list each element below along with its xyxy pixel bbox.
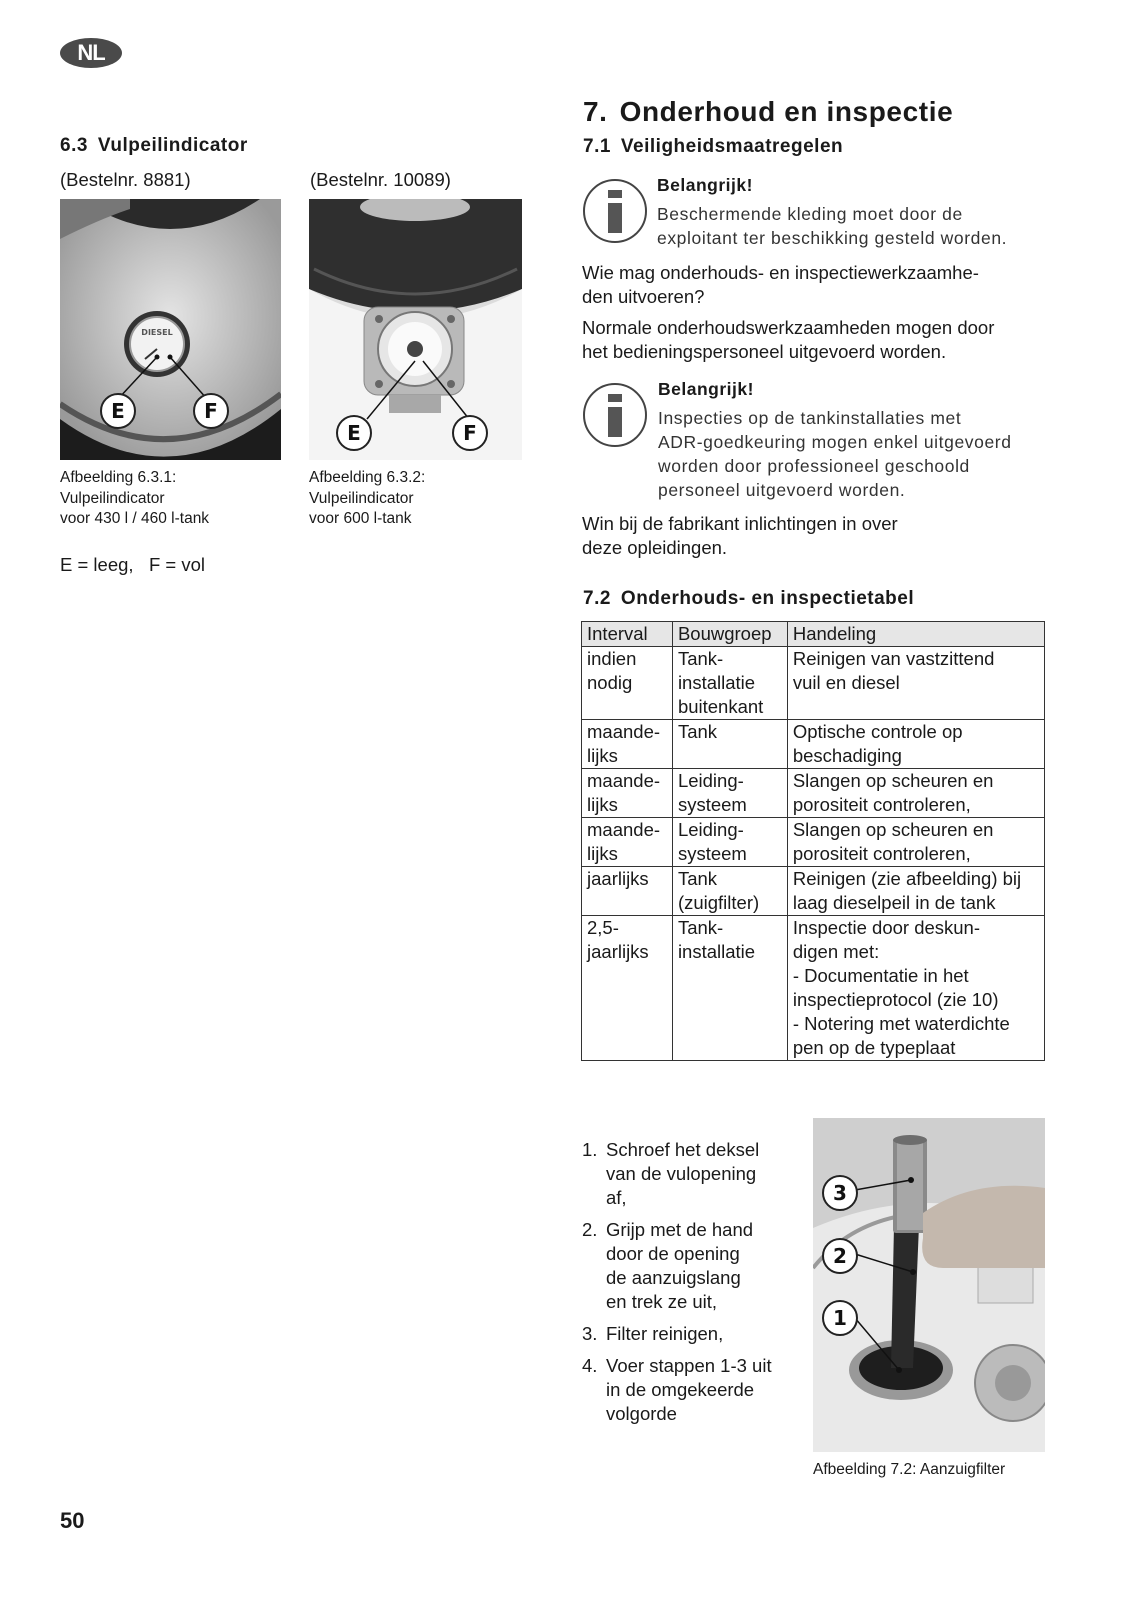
info-line: personeel uitgevoerd worden. <box>658 480 906 500</box>
cell-interval: 2,5- jaarlijks <box>582 916 673 1061</box>
section-number: 6.3 <box>60 135 88 156</box>
info-icon <box>582 382 648 448</box>
caption-line: Afbeelding 6.3.2: <box>309 469 426 486</box>
paragraph-who-may-maintain <box>582 261 979 309</box>
text-line: Win bij de fabrikant inlichtingen in over <box>582 513 898 534</box>
table-row <box>582 916 1045 1061</box>
cell-interval: maande- lijks <box>582 818 673 867</box>
cell-action: Reinigen van vastzittend vuil en diesel <box>787 647 1044 720</box>
paragraph-training-info <box>582 512 898 560</box>
page-number: 50 <box>60 1508 85 1533</box>
info-line: ADR-goedkeuring mogen enkel uitgevoerd <box>658 432 1012 452</box>
section-heading-7-1 <box>583 136 843 158</box>
cell-action: Optische controle op beschadiging <box>787 720 1044 769</box>
cell-action: Inspectie door deskun- digen met: - Documentatie in het inspectieprotocol (zie 10) - Notering met waterdichte pen op de typeplaat <box>787 916 1044 1061</box>
photo-7-2-illustration <box>813 1118 1045 1452</box>
info-line: Beschermende kleding moet door de <box>657 204 963 224</box>
label-empty: E <box>100 393 136 429</box>
cell-interval: jaarlijks <box>582 867 673 916</box>
photo-fill-level-indicator-600 <box>309 199 522 460</box>
maintenance-table <box>581 621 1045 1061</box>
list-item <box>582 1218 802 1314</box>
column-header-component: Bouwgroep <box>672 622 787 647</box>
table-row <box>582 647 1045 720</box>
photo-6-3-1-illustration <box>60 199 281 460</box>
label-suction-hose: 2 <box>822 1238 858 1274</box>
step-text: Schroef het deksel van de vulopening af, <box>606 1139 760 1208</box>
cell-interval: indien nodig <box>582 647 673 720</box>
info-block-adr-inspection <box>658 379 1012 502</box>
chapter-number: 7. <box>583 96 608 127</box>
cell-action: Reinigen (zie afbeelding) bij laag dieselpeil in de tank <box>787 867 1044 916</box>
caption-line: Vulpeilindicator <box>309 489 414 507</box>
order-number-1: (Bestelnr. 8881) <box>60 169 191 190</box>
legend-text: E = leeg, F = vol <box>60 554 205 575</box>
cell-component: Tank- installatie buitenkant <box>672 647 787 720</box>
cell-component: Tank <box>672 720 787 769</box>
section-heading-7-2 <box>583 588 914 610</box>
section-number: 7.1 <box>583 136 611 157</box>
text-line: deze opleidingen. <box>582 537 728 558</box>
order-number-2: (Bestelnr. 10089) <box>310 169 451 190</box>
info-line: worden door professioneel geschoold <box>658 456 970 476</box>
section-title: Vulpeilindicator <box>97 135 248 156</box>
list-item <box>582 1354 802 1426</box>
caption-line: voor 430 l / 460 l-tank <box>60 510 210 527</box>
cell-action: Slangen op scheuren en porositeit controleren, <box>787 769 1044 818</box>
info-line: exploitant ter beschikking gesteld worden. <box>657 228 1008 248</box>
column-header-action: Handeling <box>787 622 1044 647</box>
cell-component: Leiding- systeem <box>672 818 787 867</box>
step-text: Filter reinigen, <box>606 1323 724 1344</box>
text-line: het bedieningspersoneel uitgevoerd worden. <box>582 341 947 362</box>
table-row <box>582 818 1045 867</box>
photo-fill-level-indicator-430 <box>60 199 281 460</box>
photo-suction-filter <box>813 1118 1045 1452</box>
caption-line: Vulpeilindicator <box>60 489 165 507</box>
table-header-row <box>582 622 1045 647</box>
cell-action: Slangen op scheuren en porositeit controleren, <box>787 818 1044 867</box>
cell-component: Tank- installatie <box>672 916 787 1061</box>
caption-7-2: Afbeelding 7.2: Aanzuigfilter <box>813 1461 1006 1478</box>
cell-component: Tank (zuigfilter) <box>672 867 787 916</box>
step-number: 4. <box>582 1355 598 1376</box>
section-heading-6-3 <box>60 135 248 157</box>
section-title: Veiligheidsmaatregelen <box>620 136 844 157</box>
label-full: F <box>452 415 488 451</box>
text-line: Normale onderhoudswerkzaamheden mogen door <box>582 317 995 338</box>
info-title: Belangrijk! <box>658 379 754 399</box>
caption-6-3-2 <box>309 468 425 530</box>
chapter-heading <box>583 96 953 128</box>
caption-6-3-1 <box>60 468 209 530</box>
cell-interval: maande- lijks <box>582 720 673 769</box>
text-line: den uitvoeren? <box>582 286 705 307</box>
paragraph-normal-maintenance <box>582 316 994 364</box>
label-full: F <box>193 393 229 429</box>
info-title: Belangrijk! <box>657 175 753 195</box>
table-row <box>582 720 1045 769</box>
info-line: Inspecties op de tankinstallaties met <box>658 408 962 428</box>
chapter-title: Onderhoud en inspectie <box>619 96 954 127</box>
caption-line: voor 600 l-tank <box>309 510 412 527</box>
step-number: 1. <box>582 1139 598 1160</box>
filter-cleaning-steps <box>582 1138 802 1434</box>
label-filter: 3 <box>822 1175 858 1211</box>
list-item <box>582 1322 802 1346</box>
info-block-protective-clothing <box>657 175 1007 250</box>
column-header-interval: Interval <box>582 622 673 647</box>
text-line: Wie mag onderhouds- en inspectiewerkzaamhe- <box>582 262 979 283</box>
step-text: Voer stappen 1-3 uit in de omgekeerde volgorde <box>606 1355 772 1424</box>
gauge-label: DIESEL <box>141 328 173 337</box>
step-text: Grijp met de hand door de opening de aanzuigslang en trek ze uit, <box>606 1219 754 1312</box>
step-number: 3. <box>582 1323 598 1344</box>
table-row <box>582 867 1045 916</box>
list-item <box>582 1138 802 1210</box>
language-badge: NL <box>60 38 122 68</box>
info-icon <box>582 178 648 244</box>
cell-interval: maande- lijks <box>582 769 673 818</box>
table-row <box>582 769 1045 818</box>
label-empty: E <box>336 415 372 451</box>
cell-component: Leiding- systeem <box>672 769 787 818</box>
section-number: 7.2 <box>583 588 611 609</box>
caption-line: Afbeelding 6.3.1: <box>60 469 177 486</box>
section-title: Onderhouds- en inspectietabel <box>620 588 915 609</box>
label-opening: 1 <box>822 1300 858 1336</box>
step-number: 2. <box>582 1219 598 1240</box>
